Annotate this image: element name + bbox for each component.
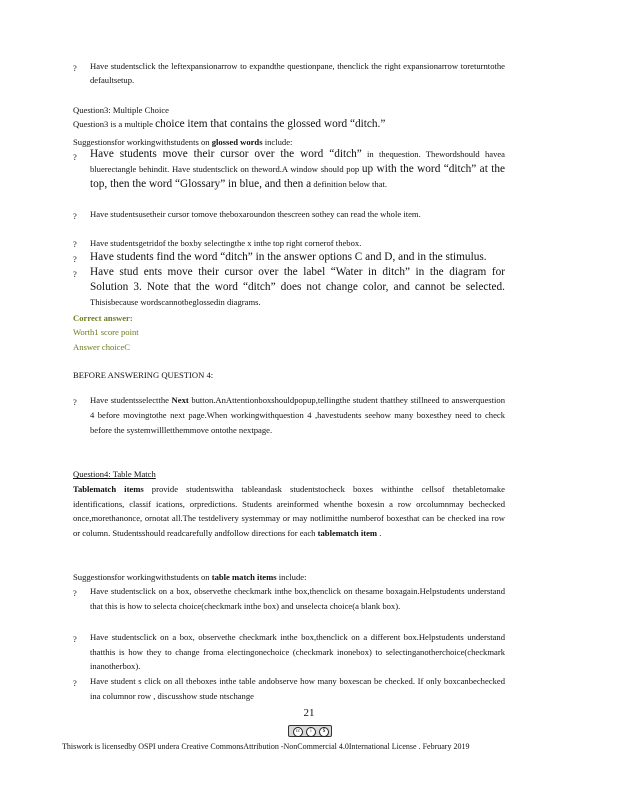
correct-answer-label: Correct answer: xyxy=(73,313,133,323)
question3-intro: Question3 is a multiple choice item that contains the glossed word “ditch.” xyxy=(73,118,386,130)
q3-bullet-close-box: Have studentsgetridof the boxby selectingthe x inthe top right cornerof thebox. xyxy=(90,238,362,248)
q3-bullet-glossary: Have students move their cursor over the word “ditch” in thequestion. Thewordshould havea bluerectangle behindit. Have studentsclick on theword.A window should pop up with the word “ditch” at the top, then the word “Glossary” in blue, and then a definition below that. xyxy=(90,148,505,190)
bullet-glyph: ? xyxy=(73,152,77,162)
question4-heading: Question4: Table Match xyxy=(73,469,156,479)
attribution-icon: i xyxy=(306,727,316,737)
bullet-glyph: ? xyxy=(73,63,77,73)
question3-suggestions-intro: Suggestionsfor workingwithstudents on glossed words include: xyxy=(73,137,293,147)
before-q4-heading: BEFORE ANSWERING QUESTION 4: xyxy=(73,370,214,380)
q3-bullet-find-word: Have students find the word “ditch” in the answer options C and D, and in the stimulus. xyxy=(90,251,487,263)
bullet-glyph: ? xyxy=(73,211,77,221)
bullet-glyph: ? xyxy=(73,678,77,688)
bullet-glyph: ? xyxy=(73,588,77,598)
q4-bullet-change-choice: Have studentsclick on a box, observethe checkmark inthe box,thenclick on a different box.Helpstudents understand thatthis is how they to change froma electingonechoice (checkmark inonebox) to selectinganotherchoice(checkmark inanotherbox). xyxy=(90,632,505,671)
page-number: 21 xyxy=(303,707,315,719)
q3-bullet-move-box: Have studentsusetheir cursor tomove theboxaroundon thescreen sothey can read the whole item. xyxy=(90,209,421,219)
noncommercial-icon: $ xyxy=(319,727,329,737)
question4-description: Tablematch items provide studentswitha tableandask studentstocheck boxes withinthe cellsof thetabletomake identifications, classif ications, orpredictions. Students areinformed whenthe boxesin a row orcolumnmay bechecked once,morethanonce, ornotat all.The testdelivery systemmay or may notlimitthe numberof boxesthat can be checked ina row or column. Studentsshould readcarefully andfollow directions for each tablematch item . xyxy=(73,484,505,538)
answer-choice: Answer choiceC xyxy=(73,342,131,352)
cc-icon: cc xyxy=(293,727,303,737)
bullet-glyph: ? xyxy=(73,269,77,279)
cc-license-badge xyxy=(288,725,332,737)
bullet-glyph: ? xyxy=(73,634,77,644)
q3-bullet-diagram-label: Have stud ents move their cursor over the label “Water in ditch” in the diagram for Solution 3. Note that the word “ditch” does not change color, and cannot be selected. Thisisbecause wordscannotbeglossedin diagrams. xyxy=(90,266,505,307)
bullet-glyph: ? xyxy=(73,397,77,407)
expansion-arrow-bullet: Have studentsclick the leftexpansionarrow to expandthe questionpane, thenclick the right expansionarrow toreturntothe defaultsetup. xyxy=(90,61,505,85)
bullet-glyph: ? xyxy=(73,254,77,264)
question4-suggestions-intro: Suggestionsfor workingwithstudents on table match items include: xyxy=(73,572,307,582)
q4-bullet-check-all: Have student s click on all theboxes inthe table andobserve how many boxescan be checked. If only boxcanbechecked ina columnor row , discusshow stude ntschange xyxy=(90,676,505,701)
license-footer: Thiswork is licensedby OSPI undera Creative CommonsAttribution -NonCommercial 4.0International License . February 2019 xyxy=(62,742,470,751)
question3-heading: Question3: Multiple Choice xyxy=(73,105,169,115)
worth-points: Worth1 score point xyxy=(73,327,139,337)
q4-bullet-select-unselect: Have studentsclick on a box, observethe checkmark inthe box,thenclick on thesame boxagain.Helpstudents understand that this is how to selecta choice(checkmark inthe box) and unselecta choice(a blank box). xyxy=(90,586,505,611)
bullet-glyph: ? xyxy=(73,239,77,249)
before-q4-bullet: Have studentsselectthe Next button.AnAttentionboxshouldpopup,tellingthe student thatthey stillneed to answerquestion 4 before movingtothe next page.When workingwithquestion 4 ,havestudents seehow many boxesthey need to check before the systemwillletthemmove ontothe nextpage. xyxy=(90,395,505,435)
